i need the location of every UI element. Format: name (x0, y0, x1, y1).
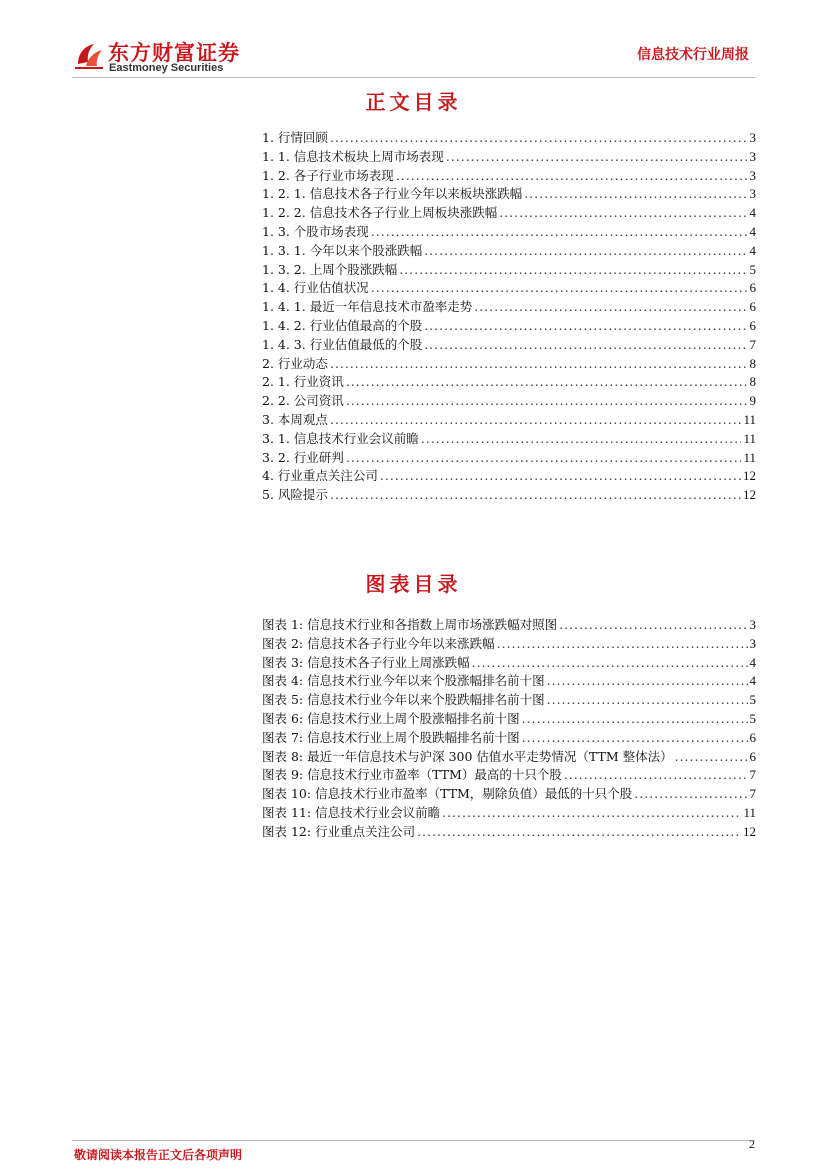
dot-leader (330, 486, 741, 505)
toc-title: 正文目录 (365, 90, 462, 114)
figures-title: 图表目录 (365, 572, 462, 596)
dot-leader (675, 748, 748, 767)
toc-entry-text: 2. 行业动态 (262, 355, 328, 371)
dot-leader (634, 785, 747, 804)
toc-entry-page: 12 (743, 487, 756, 503)
dot-leader (417, 823, 741, 842)
dot-leader (371, 279, 748, 298)
toc-entry[interactable] (262, 430, 756, 449)
dot-leader (346, 392, 748, 411)
page-header (0, 0, 827, 90)
figure-entry[interactable] (262, 672, 756, 691)
dot-leader (396, 167, 748, 186)
dot-leader (522, 729, 748, 748)
figure-entry-page: 4 (749, 654, 756, 670)
figure-entry-text: 图表 10: 信息技术行业市盈率（TTM，剔除负值）最低的十只个股 (262, 786, 633, 802)
toc-list (262, 129, 756, 505)
figure-entry-page: 7 (749, 767, 756, 783)
figure-entry-text: 图表 1: 信息技术行业和各指数上周市场涨跌幅对照图 (262, 617, 558, 632)
figure-entry-page: 4 (749, 673, 756, 689)
toc-entry-page: 6 (749, 299, 756, 315)
dot-leader (330, 129, 748, 148)
brand-name-cn: 东方财富证券 (108, 41, 240, 65)
report-type: 信息技术行业周报 (637, 47, 749, 63)
toc-entry-page: 6 (749, 280, 756, 296)
figure-entry-text: 图表 3: 信息技术各子行业上周涨跌幅 (262, 654, 470, 670)
toc-entry-text: 1. 4. 行业估值状况 (262, 280, 369, 296)
figure-entry-text: 图表 5: 信息技术行业今年以来个股跌幅排名前十图 (262, 692, 545, 708)
toc-entry[interactable] (262, 373, 756, 392)
dot-leader (399, 261, 747, 280)
toc-entry-page: 3 (749, 167, 756, 183)
dot-leader (446, 148, 748, 167)
toc-entry[interactable] (262, 298, 756, 317)
toc-entry[interactable] (262, 204, 756, 223)
toc-entry[interactable] (262, 242, 756, 261)
figures-list (262, 616, 756, 842)
page-number: 2 (749, 1137, 755, 1151)
toc-entry-text: 1. 3. 个股市场表现 (262, 223, 369, 239)
dot-leader (330, 355, 748, 374)
toc-entry[interactable] (262, 355, 756, 374)
toc-entry-page: 7 (749, 336, 756, 352)
dot-leader (380, 467, 741, 486)
dot-leader (424, 242, 747, 261)
eastmoney-logo-icon (72, 38, 106, 72)
figure-entry[interactable] (262, 691, 756, 710)
toc-entry-page: 11 (743, 449, 756, 465)
figure-entry-text: 图表 11: 信息技术行业会议前瞻 (262, 804, 441, 820)
toc-entry[interactable] (262, 486, 756, 505)
toc-entry-page: 3 (749, 186, 756, 202)
dot-leader (499, 204, 747, 223)
figure-entry-page: 5 (749, 692, 756, 708)
dot-leader (497, 635, 748, 654)
figure-entry-page: 6 (749, 748, 756, 764)
toc-entry[interactable] (262, 129, 756, 148)
dot-leader (564, 766, 748, 785)
toc-entry-text: 3. 1. 信息技术行业会议前瞻 (262, 430, 419, 446)
toc-entry[interactable] (262, 336, 756, 355)
toc-entry-text: 1. 2. 各子行业市场表现 (262, 167, 394, 183)
dot-leader (424, 336, 747, 355)
figure-entry-text: 图表 12: 行业重点关注公司 (262, 823, 416, 839)
toc-entry-text: 4. 行业重点关注公司 (262, 468, 378, 484)
dot-leader (547, 691, 748, 710)
brand-name-en: Eastmoney Securities (109, 62, 224, 74)
footer-divider (72, 1140, 755, 1141)
dot-leader (524, 185, 747, 204)
toc-entry-page: 3 (749, 148, 756, 164)
figure-entry[interactable] (262, 804, 756, 823)
dot-leader (474, 298, 747, 317)
figure-entry[interactable] (262, 654, 756, 673)
dot-leader (547, 672, 748, 691)
figure-entry-page: 11 (743, 804, 756, 820)
toc-entry-page: 8 (749, 355, 756, 371)
figure-entry[interactable] (262, 635, 756, 654)
dot-leader (330, 411, 742, 430)
figure-entry-page: 12 (743, 823, 756, 839)
toc-entry[interactable] (262, 392, 756, 411)
toc-entry-text: 1. 3. 2. 上周个股涨跌幅 (262, 261, 398, 277)
toc-entry-text: 1. 1. 信息技术板块上周市场表现 (262, 148, 444, 164)
toc-entry-text: 1. 2. 2. 信息技术各子行业上周板块涨跌幅 (262, 205, 498, 221)
figure-entry-page: 5 (749, 710, 756, 726)
toc-entry[interactable] (262, 261, 756, 280)
toc-entry[interactable] (262, 467, 756, 486)
toc-entry-text: 2. 2. 公司资讯 (262, 393, 344, 409)
toc-entry[interactable] (262, 279, 756, 298)
toc-entry-page: 3 (749, 130, 756, 145)
toc-entry-page: 4 (749, 242, 756, 258)
toc-entry[interactable] (262, 148, 756, 167)
figure-entry[interactable] (262, 710, 756, 729)
toc-entry-page: 12 (743, 468, 756, 484)
header-divider (72, 77, 755, 78)
figure-entry[interactable] (262, 748, 756, 767)
dot-leader (346, 373, 748, 392)
toc-entry-text: 1. 2. 1. 信息技术各子行业今年以来板块涨跌幅 (262, 186, 523, 202)
figure-entry[interactable] (262, 729, 756, 748)
figure-entry-page: 3 (749, 635, 756, 651)
dot-leader (442, 804, 741, 823)
figure-entry[interactable] (262, 766, 756, 785)
toc-entry[interactable] (262, 167, 756, 186)
toc-entry-text: 1. 4. 1. 最近一年信息技术市盈率走势 (262, 299, 473, 315)
toc-entry[interactable] (262, 449, 756, 468)
figure-entry[interactable] (262, 785, 756, 804)
toc-entry[interactable] (262, 185, 756, 204)
figure-entry[interactable] (262, 823, 756, 842)
toc-entry-page: 8 (749, 374, 756, 390)
figure-entry-text: 图表 6: 信息技术行业上周个股涨幅排名前十图 (262, 710, 520, 726)
toc-entry-text: 1. 4. 2. 行业估值最高的个股 (262, 317, 423, 333)
figure-entry[interactable] (262, 616, 756, 635)
toc-entry-text: 3. 本周观点 (262, 411, 328, 427)
dot-leader (421, 430, 742, 449)
dot-leader (424, 317, 747, 336)
dot-leader (522, 710, 748, 729)
toc-entry-text: 5. 风险提示 (262, 487, 328, 503)
figure-entry-page: 7 (749, 786, 756, 802)
toc-entry[interactable] (262, 223, 756, 242)
dot-leader (472, 654, 748, 673)
dot-leader (371, 223, 748, 242)
toc-entry-text: 1. 3. 1. 今年以来个股涨跌幅 (262, 242, 423, 258)
toc-entry-text: 1. 行情回顾 (262, 130, 328, 145)
footer-disclaimer: 敬请阅读本报告正文后各项声明 (74, 1148, 243, 1162)
dot-leader (346, 449, 742, 468)
toc-entry-page: 11 (743, 411, 756, 427)
toc-entry-page: 6 (749, 317, 756, 333)
figure-entry-text: 图表 7: 信息技术行业上周个股跌幅排名前十图 (262, 729, 520, 745)
toc-entry-page: 9 (749, 393, 756, 409)
toc-entry-text: 3. 2. 行业研判 (262, 449, 344, 465)
toc-entry-page: 5 (749, 261, 756, 277)
toc-entry[interactable] (262, 317, 756, 336)
toc-entry-page: 4 (749, 223, 756, 239)
toc-entry[interactable] (262, 411, 756, 430)
dot-leader (559, 616, 747, 635)
toc-entry-text: 2. 1. 行业资讯 (262, 374, 344, 390)
toc-entry-page: 4 (749, 205, 756, 221)
toc-entry-text: 1. 4. 3. 行业估值最低的个股 (262, 336, 423, 352)
figure-entry-text: 图表 9: 信息技术行业市盈率（TTM）最高的十只个股 (262, 767, 562, 783)
toc-entry-page: 11 (743, 430, 756, 446)
figure-entry-text: 图表 4: 信息技术行业今年以来个股涨幅排名前十图 (262, 673, 545, 689)
figure-entry-text: 图表 2: 信息技术各子行业今年以来涨跌幅 (262, 635, 495, 651)
figure-entry-text: 图表 8: 最近一年信息技术与沪深 300 估值水平走势情况（TTM 整体法） (262, 748, 673, 764)
figure-entry-page: 6 (749, 729, 756, 745)
figure-entry-page: 3 (749, 617, 756, 632)
